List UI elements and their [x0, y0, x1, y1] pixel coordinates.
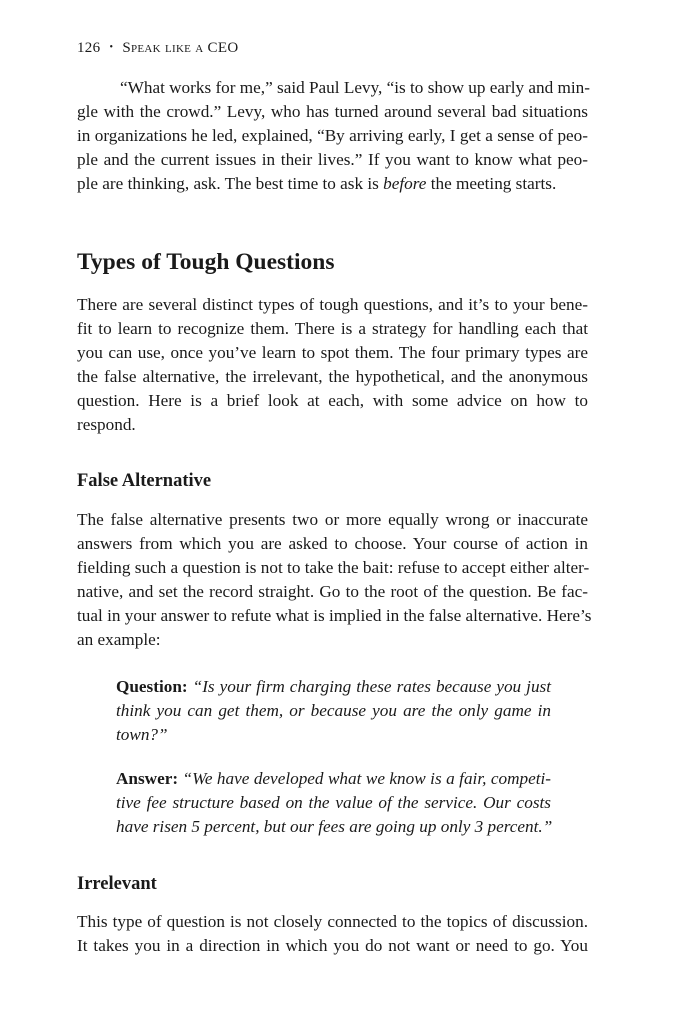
text-line: [77, 389, 588, 413]
text-segment: town?”: [116, 725, 168, 744]
text-line: [77, 317, 588, 341]
text-line: [77, 293, 588, 317]
text-line: [77, 76, 588, 100]
text-segment: the meeting starts.: [426, 174, 557, 193]
text-line: [77, 508, 588, 532]
text-line: [77, 100, 588, 124]
text-segment: in organizations he led, explained, “By arriving early, I get a sense of peo-: [77, 126, 588, 145]
text-segment: have risen 5 percent, but our fees are going up only 3 percent.”: [116, 817, 553, 836]
text-segment: It takes you in a direction in which you do not want or need to go. You: [77, 936, 588, 955]
text-segment: an example:: [77, 630, 161, 649]
paragraph-irrelevant: [77, 910, 588, 958]
text-line: [77, 910, 588, 934]
page-number: 126: [77, 40, 101, 56]
text-segment: fit to learn to recognize them. There is a strategy for handling each that: [77, 319, 588, 338]
text-segment: ple and the current issues in their lives.” If you want to know what peo-: [77, 150, 588, 169]
text-segment: before: [383, 174, 427, 193]
text-segment: ple are thinking, ask. The best time to ask is: [77, 174, 384, 193]
text-segment: think you can get them, or because you are the only game in: [116, 701, 551, 720]
text-segment: “What works for me,” said Paul Levy, “is to show up early and min-: [120, 78, 590, 97]
paragraph-intro: [77, 76, 588, 196]
text-segment: gle with the crowd.” Levy, who has turned around several bad situations: [77, 102, 588, 121]
text-segment: “We have developed what we know is a fair, competi-: [182, 769, 551, 788]
text-segment: This type of question is not closely connected to the topics of discussion.: [77, 912, 588, 931]
text-segment: you can use, once you’ve learn to spot them. The four primary types are: [77, 343, 588, 362]
text-segment: There are several distinct types of tough questions, and it’s to your bene-: [77, 295, 588, 314]
paragraph-false-alternative: [77, 508, 592, 652]
text-segment: question. Here is a brief look at each, with some advice on how to: [77, 391, 588, 410]
running-title: Speak like a CEO: [122, 40, 239, 56]
subheading-false-alternative: False Alternative: [77, 471, 212, 491]
text-line: [77, 556, 588, 580]
text-line: [77, 124, 588, 148]
example-answer: [116, 767, 551, 839]
text-segment: The false alternative presents two or more equally wrong or inaccurate: [77, 510, 588, 529]
text-line: [116, 675, 551, 699]
example-question: [116, 675, 551, 747]
text-segment: Question:: [116, 677, 193, 696]
text-line: [77, 580, 588, 604]
subheading-irrelevant: Irrelevant: [77, 874, 157, 894]
section-heading-types: Types of Tough Questions: [77, 249, 335, 275]
text-segment: native, and set the record straight. Go to the root of the question. Be fac-: [77, 582, 588, 601]
text-line: [77, 934, 588, 958]
text-segment: “Is your firm charging these rates because you just: [192, 677, 551, 696]
text-line: [77, 413, 588, 437]
text-segment: Answer:: [116, 769, 183, 788]
paragraph-types: [77, 293, 588, 437]
header-separator: •: [109, 42, 114, 53]
text-segment: answers from which you are asked to choose. Your course of action in: [77, 534, 588, 553]
text-line: [77, 604, 592, 628]
text-line: [116, 767, 551, 791]
text-line: [77, 341, 588, 365]
text-segment: the false alternative, the irrelevant, the hypothetical, and the anonymous: [77, 367, 588, 386]
text-line: [77, 628, 588, 652]
text-segment: fielding such a question is not to take the bait: refuse to accept either alter-: [77, 558, 590, 577]
text-line: [77, 365, 588, 389]
text-segment: respond.: [77, 415, 136, 434]
text-line: [77, 172, 588, 196]
text-line: [77, 148, 588, 172]
text-segment: tual in your answer to refute what is implied in the false alternative. Here’s: [77, 606, 592, 625]
text-line: [116, 699, 551, 723]
text-line: [116, 791, 551, 815]
text-segment: tive fee structure based on the value of the service. Our costs: [116, 793, 551, 812]
text-line: [116, 815, 551, 839]
running-header: [77, 40, 238, 57]
text-line: [77, 532, 588, 556]
text-line: [116, 723, 551, 747]
